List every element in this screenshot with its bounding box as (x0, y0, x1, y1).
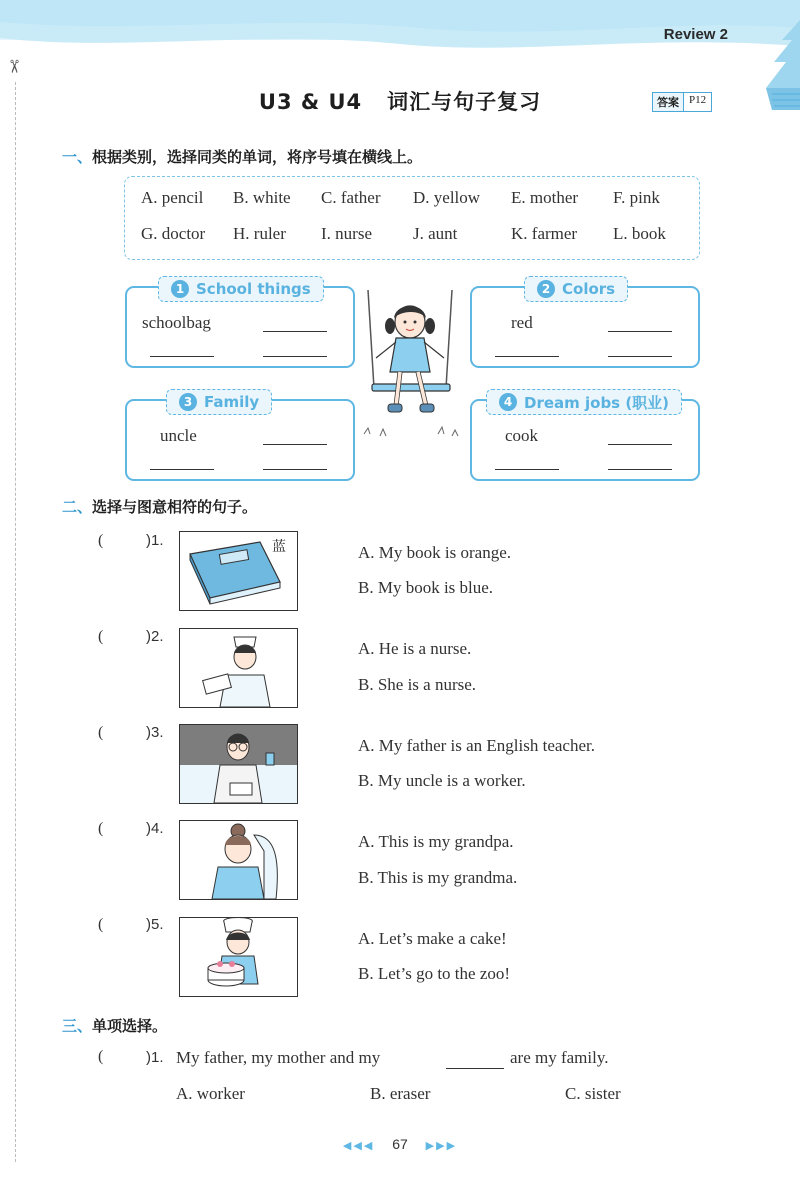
bank-word: H. ruler (233, 224, 286, 243)
answer-paren[interactable]: ( (98, 820, 104, 837)
scissors-icon: ✂ (3, 58, 25, 75)
page-title: U3 & U4 词汇与句子复习 (258, 90, 542, 114)
option-b[interactable]: B. My book is blue. (358, 578, 494, 597)
option-a[interactable]: A. My father is an English teacher. (358, 736, 595, 755)
picture-cake (179, 917, 298, 997)
answer-paren[interactable]: ( (98, 628, 104, 645)
answer-paren[interactable]: ( (98, 916, 104, 933)
girl-on-swing-illustration (360, 288, 464, 444)
answer-blank[interactable] (608, 444, 672, 445)
bank-word: E. mother (511, 188, 579, 207)
section1-heading: 一、根据类别，选择同类的单词，将序号填在横线上。 (62, 148, 423, 166)
bank-word: G. doctor (141, 224, 206, 243)
option-b[interactable]: B. My uncle is a worker. (358, 771, 526, 790)
answer-paren[interactable]: ( (98, 532, 104, 549)
question-number: )5. (146, 916, 164, 933)
answer-blank[interactable] (150, 356, 214, 357)
bank-word: J. aunt (413, 224, 458, 243)
option-a[interactable]: A. My book is orange. (358, 543, 511, 562)
question-text-before: My father, my mother and my (176, 1048, 381, 1067)
answer-blank[interactable] (263, 356, 327, 357)
picture-nurse (179, 628, 298, 708)
answer-blank[interactable] (150, 469, 214, 470)
bank-word: B. white (233, 188, 291, 207)
answer-badge (652, 92, 712, 112)
question-number: )1. (146, 532, 164, 549)
choice-b[interactable]: B. eraser (370, 1084, 431, 1103)
answer-blank[interactable] (608, 356, 672, 357)
bank-word: D. yellow (413, 188, 481, 207)
question-number: )3. (146, 724, 164, 741)
answer-blank[interactable] (495, 356, 559, 357)
answer-blank[interactable] (495, 469, 559, 470)
bank-word: I. nurse (321, 224, 372, 243)
review-label: Review 2 (663, 26, 728, 43)
question-number: )2. (146, 628, 164, 645)
bank-word: C. father (321, 188, 381, 207)
bank-word: L. book (613, 224, 666, 243)
cut-line (15, 82, 16, 1162)
category-tab-family: 3 Family (166, 389, 272, 415)
question-number: )1. (146, 1049, 164, 1066)
answer-blank[interactable] (608, 331, 672, 332)
answer-label: 答案 (653, 93, 683, 111)
answer-paren[interactable]: ( (98, 724, 104, 741)
option-a[interactable]: A. This is my grandpa. (358, 832, 514, 851)
page-footer (0, 1136, 800, 1152)
option-a[interactable]: A. Let’s make a cake! (358, 929, 507, 948)
right-arrows-icon: ▶▶▶ (425, 1140, 458, 1152)
category-example-word: schoolbag (142, 313, 211, 332)
category-example-word: red (511, 313, 533, 332)
category-tab-colors: 2 Colors (524, 276, 628, 302)
answer-blank[interactable] (263, 331, 327, 332)
page-number: 67 (392, 1136, 408, 1152)
bank-word: F. pink (613, 188, 660, 207)
category-tab-dream-jobs: 4 Dream jobs (职业) (486, 389, 682, 415)
choice-c[interactable]: C. sister (565, 1084, 621, 1103)
picture-blue-book (179, 531, 298, 611)
chinese-label-blue: 蓝 (272, 539, 286, 555)
option-b[interactable]: B. She is a nurse. (358, 675, 477, 694)
option-b[interactable]: B. This is my grandma. (358, 868, 518, 887)
bank-word: A. pencil (141, 188, 204, 207)
category-example-word: uncle (160, 426, 197, 445)
answer-blank[interactable] (263, 444, 327, 445)
answer-paren[interactable]: ( (98, 1048, 104, 1065)
left-arrows-icon: ◀◀◀ (342, 1140, 375, 1152)
choice-a[interactable]: A. worker (176, 1084, 245, 1103)
section2-heading: 二、选择与图意相符的句子。 (62, 498, 258, 516)
answer-page: P12 (683, 93, 711, 111)
bank-word: K. farmer (511, 224, 578, 243)
category-tab-school-things: 1 School things (158, 276, 324, 302)
word-bank (124, 176, 700, 260)
answer-blank[interactable] (263, 469, 327, 470)
picture-grandma (179, 820, 298, 900)
answer-blank[interactable] (608, 469, 672, 470)
fill-blank[interactable] (446, 1068, 504, 1069)
option-a[interactable]: A. He is a nurse. (358, 639, 472, 658)
option-b[interactable]: B. Let’s go to the zoo! (358, 964, 511, 983)
section3-heading: 三、单项选择。 (62, 1017, 168, 1035)
question-text-after: are my family. (510, 1048, 609, 1067)
picture-teacher (179, 724, 298, 804)
category-example-word: cook (505, 426, 539, 445)
question-number: )4. (146, 820, 164, 837)
